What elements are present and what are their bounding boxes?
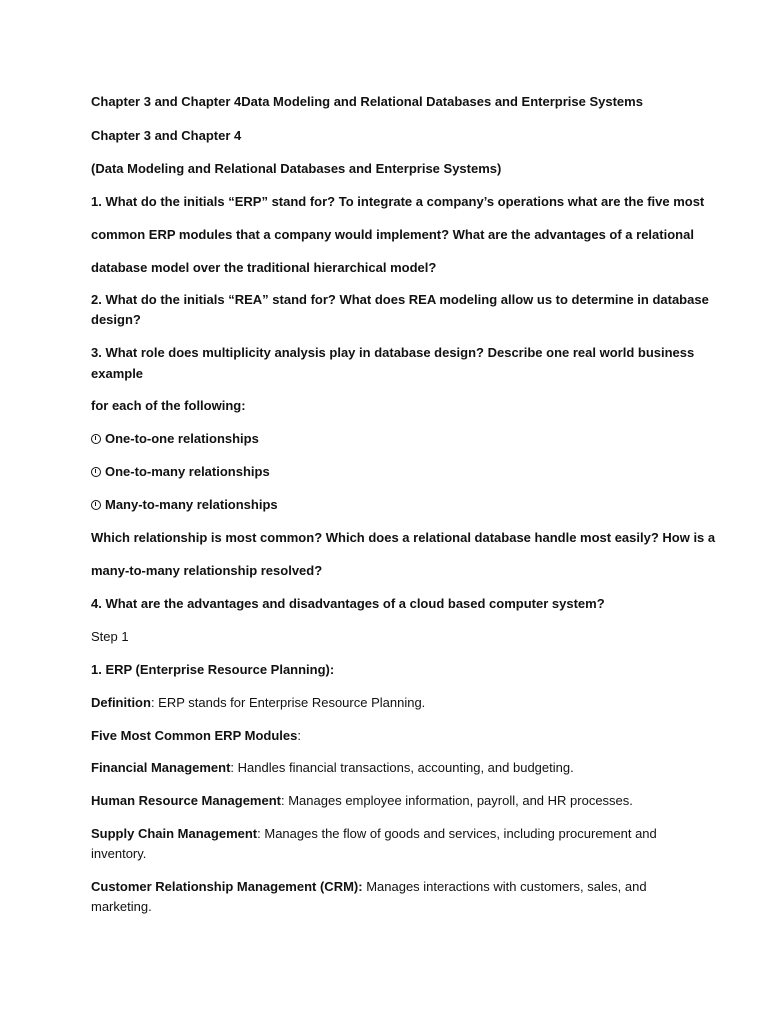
question-2-line-1: 2. What do the initials “REA” stand for? What does REA modeling allow us to determine in database [91, 292, 709, 307]
module-text-continued: inventory. [91, 846, 147, 861]
modules-heading: Five Most Common ERP Modules [91, 728, 298, 743]
definition-label: Definition [91, 695, 151, 710]
step-label: Step 1 [91, 629, 129, 644]
module-label: Supply Chain Management [91, 826, 258, 841]
clock-bullet-icon [91, 467, 101, 477]
module-text: : Manages employee information, payroll, and HR processes. [281, 793, 633, 808]
module-item [91, 791, 681, 811]
module-item [91, 824, 681, 844]
module-item [91, 877, 681, 897]
module-text: : Manages the flow of goods and services, including procurement and [257, 826, 657, 841]
bullet-item [91, 495, 681, 515]
definition-text: : ERP stands for Enterprise Resource Planning. [150, 695, 426, 710]
erp-heading: 1. ERP (Enterprise Resource Planning): [91, 662, 335, 677]
module-text: : Handles financial transactions, accounting, and budgeting. [230, 760, 574, 775]
bullet-item [91, 462, 681, 482]
module-label: Financial Management [91, 760, 231, 775]
module-label: Customer Relationship Management (CRM): [91, 879, 363, 894]
chapter-heading: Chapter 3 and Chapter 4 [91, 128, 242, 143]
question-3-follow-line-2: many-to-many relationship resolved? [91, 563, 323, 578]
question-2-line-2: design? [91, 312, 141, 327]
question-3-line-1: 3. What role does multiplicity analysis play in database design? Describe one real world business [91, 345, 695, 360]
question-4: 4. What are the advantages and disadvantages of a cloud based computer system? [91, 596, 605, 611]
module-label: Human Resource Management [91, 793, 281, 808]
module-text: Manages interactions with customers, sales, and [362, 879, 647, 894]
clock-bullet-icon [91, 500, 101, 510]
question-1-line-2: common ERP modules that a company would implement? What are the advantages of a relational [91, 227, 694, 242]
clock-bullet-icon [91, 434, 101, 444]
question-1-line-3: database model over the traditional hierarchical model? [91, 260, 437, 275]
question-3-line-3: for each of the following: [91, 398, 246, 413]
title-line: Chapter 3 and Chapter 4Data Modeling and Relational Databases and Enterprise Systems [91, 94, 643, 109]
modules-heading-line [91, 726, 681, 746]
bullet-item [91, 429, 681, 449]
module-item [91, 758, 681, 778]
module-text-continued: marketing. [91, 899, 152, 914]
question-1-line-1: 1. What do the initials “ERP” stand for? To integrate a company’s operations what are the five most [91, 194, 705, 209]
bullet-text: One-to-one relationships [105, 431, 259, 446]
question-3-line-2: example [91, 366, 144, 381]
definition-line [91, 693, 681, 713]
bullet-text: One-to-many relationships [105, 464, 270, 479]
bullet-text: Many-to-many relationships [105, 497, 278, 512]
modules-heading-colon: : [297, 728, 301, 743]
chapter-subheading: (Data Modeling and Relational Databases and Enterprise Systems) [91, 161, 502, 176]
question-3-follow-line-1: Which relationship is most common? Which does a relational database handle most easily? How is a [91, 530, 716, 545]
